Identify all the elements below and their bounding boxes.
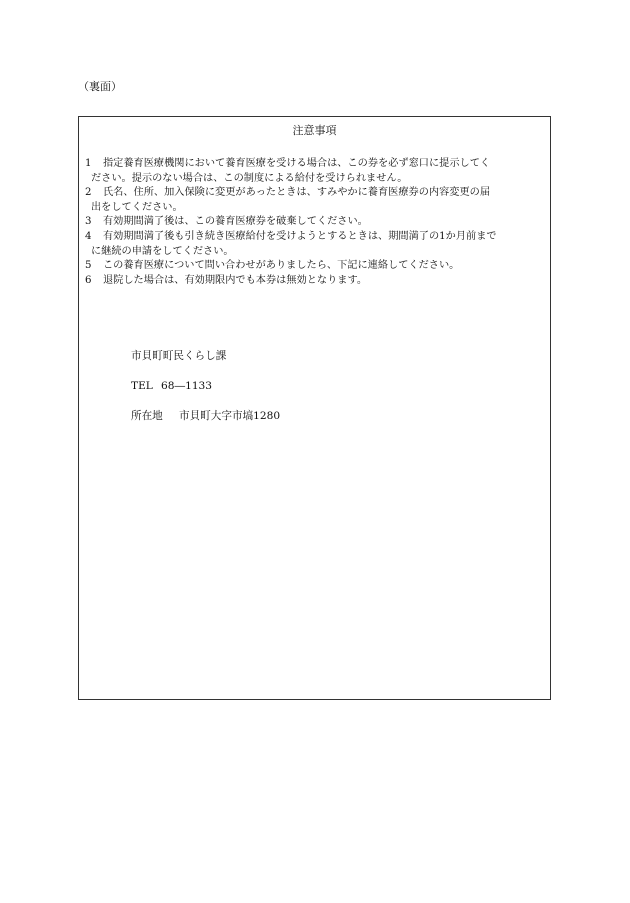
notice-item-text: 出をしてください。 bbox=[91, 201, 183, 213]
notice-item-5 bbox=[85, 259, 547, 274]
notice-item-6 bbox=[85, 274, 547, 289]
notice-item-number: 6 bbox=[85, 274, 92, 286]
notice-item-text: この養育医療について問い合わせがありましたら、下記に連絡してください。 bbox=[103, 260, 460, 272]
notice-item-text: 指定養育医療機関において養育医療を受ける場合は、この券を必ず窓口に提示してく bbox=[103, 158, 491, 169]
notice-item-number: 4 bbox=[85, 230, 92, 242]
notice-item-2 bbox=[85, 186, 547, 215]
notice-box bbox=[78, 116, 551, 700]
notice-item-1 bbox=[85, 157, 547, 186]
notice-item-4 bbox=[85, 230, 547, 259]
notice-item-text: 有効期間満了後は、この養育医療券を破棄してください。 bbox=[103, 216, 368, 228]
contact-office: 市貝町町民くらし課 bbox=[131, 350, 227, 362]
notice-item-3 bbox=[85, 215, 547, 230]
contact-tel-value: 68―1133 bbox=[161, 380, 213, 392]
contact-address-label: 所在地 bbox=[131, 410, 163, 422]
page-side-label: （裏面） bbox=[78, 80, 122, 93]
notice-item-text: 退院した場合は、有効期限内でも本券は無効となります。 bbox=[103, 274, 368, 286]
contact-tel bbox=[131, 379, 212, 393]
notice-list bbox=[85, 157, 547, 288]
notice-item-number: 3 bbox=[85, 216, 92, 228]
notice-item-text: 氏名、住所、加入保険に変更があったときは、すみやかに養育医療券の内容変更の届 bbox=[103, 187, 491, 199]
notice-item-number: 1 bbox=[85, 158, 92, 169]
notice-item-text: に継続の申請をしてください。 bbox=[91, 245, 234, 257]
notice-item-number: 2 bbox=[85, 187, 92, 199]
notice-title: 注意事項 bbox=[292, 124, 337, 137]
notice-item-number: 5 bbox=[85, 260, 92, 272]
notice-item-text: ださい。提示のない場合は、この制度による給付を受けられません。 bbox=[91, 172, 408, 184]
contact-address-value: 市貝町大字市塙1280 bbox=[179, 410, 281, 422]
notice-item-text: 有効期間満了後も引き続き医療給付を受けようとするときは、期間満了の1か月前まで bbox=[103, 230, 497, 242]
contact-tel-label: TEL bbox=[131, 380, 153, 392]
contact-address bbox=[131, 409, 280, 423]
